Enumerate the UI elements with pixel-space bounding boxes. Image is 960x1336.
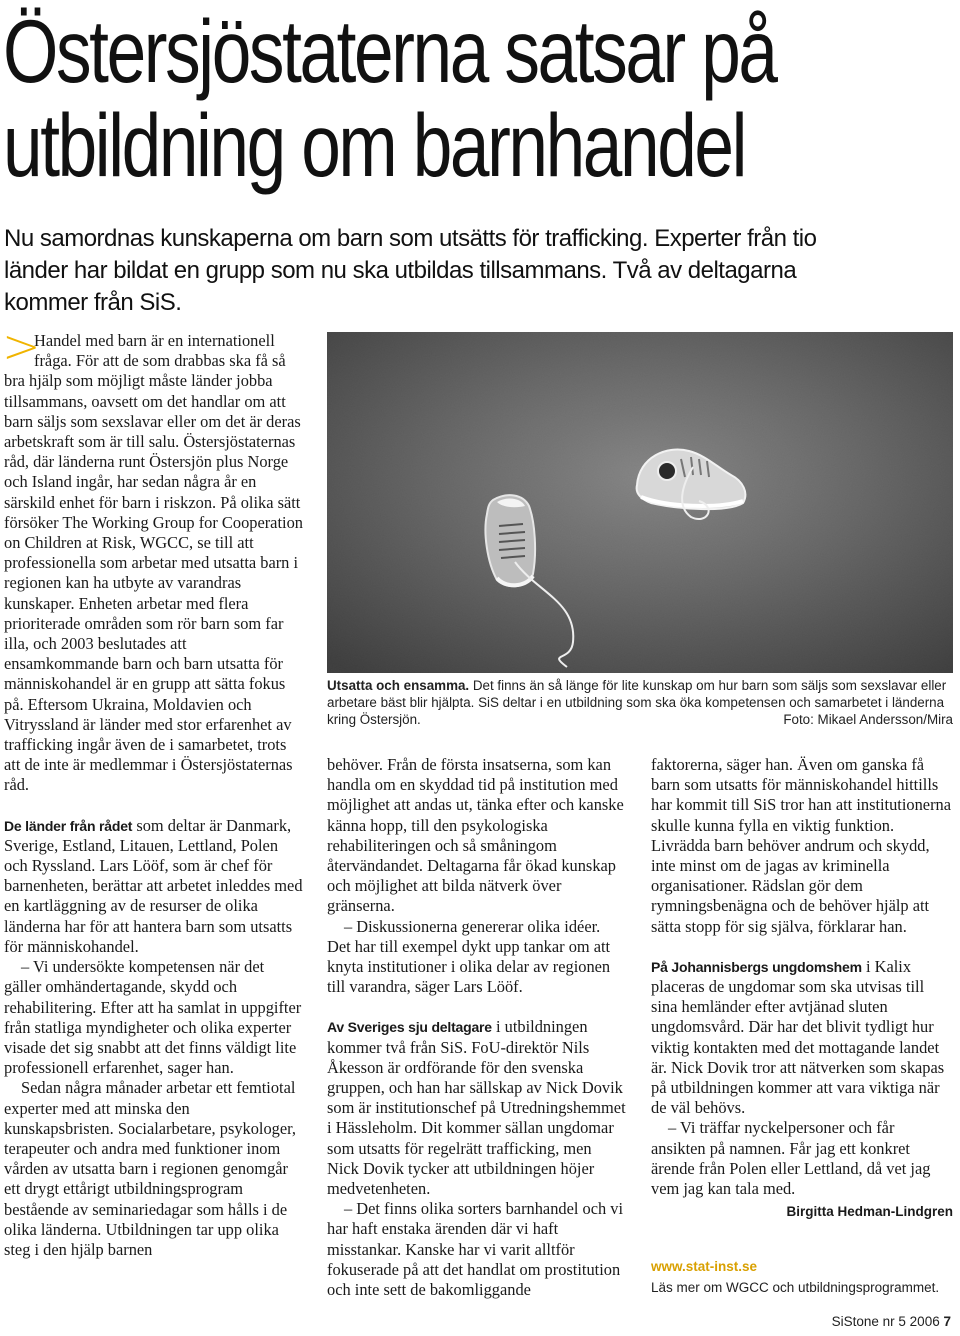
- paragraph: faktorerna, säger han. Även om ganska få barn som utsatts för människohandel hittills har kommit till SiS tror han att institutionerna skulle kunna fylla en viktig funktion. Livrädda barn behöver andrum och skydd, inte minst om de jagas av kriminella organisationer. Rädslan gör dem rymningsbenägna och de behöver hjälp att sätta stopp för sig själva, förklarar han.: [651, 755, 952, 936]
- website-description: Läs mer om WGCC och utbildningsprogrammet.: [651, 1280, 940, 1295]
- chevron-icon: >: [2, 319, 41, 373]
- intro-second-line-start: fråga.: [34, 351, 72, 371]
- paragraph: – Vi träffar nyckelpersoner och får ansikten på namnen. Får jag ett konkret ärende från Polen eller Lettland, då vet jag vem jag kan tala med.: [651, 1118, 931, 1199]
- photo-shoes: [327, 332, 953, 673]
- intro-first-line: Handel med barn är en internationell: [34, 331, 275, 350]
- subheading-deltagare: Av Sveriges sju deltagare: [327, 1019, 492, 1036]
- lead-paragraph: Nu samordnas kunskaperna om barn som utsätts för trafficking. Experter från tio länder har bildat en grupp som nu ska utbildas tillsammans. Två av deltagarna kommer från SiS.: [4, 225, 817, 316]
- subheading-lander: De länder från rådet: [4, 817, 133, 834]
- paragraph: Sedan några månader arbetar ett femtiotal experter med att minska den kunskapsbristen. Socialarbetare, psykologer, terapeuter och andra med funktioner inom vården av utsatta barn i regionen genomgår ett drygt ettårigt utbildningsprogram bestående av seminariedagar som hålls i de olika länderna. Utbildningen tar upp olika steg i den hjälp barnen: [4, 1078, 297, 1259]
- article-column-3: [651, 755, 953, 1222]
- paragraph: De länder från rådet som deltar är Danmark, Sverige, Estland, Litauen, Lettland, Polen och Ryssland. Lars Lööf, som är chef för barnenheten, berättar att arbetet inleddes med en kartläggning av de resurser de olika länderna har för att hantera barn som utsatts för människohandel.: [4, 815, 303, 956]
- paragraph: Av Sveriges sju deltagare i utbildningen kommer två från SiS. FoU-direktör Nils Åkesson är ordförande för den svenska gruppen, och han har sällskap av Nick Dovik som är institutionschef på Utredningshemmet i Hässleholm. Dit kommer sällan ungdomar som utsatts för regelrätt trafficking, men Nick Dovik tycker att utbildningen höjer medvetenheten.: [327, 1017, 626, 1199]
- paragraph: – Diskussionerna genererar olika idéer. Det har till exempel dykt upp tankar om att knyta institutioner i olika delar av regionen till varandra, säger Lars Lööf.: [327, 916, 611, 997]
- website-link[interactable]: www.stat-inst.se: [651, 1259, 758, 1274]
- paragraph: – Det finns olika sorters barnhandel och vi har haft enstaka ärenden där vi haft misstankar. Kanske har vi varit alltför fokuserade på att det handlat om prostitution och inte sett de bakomliggande: [327, 1199, 624, 1300]
- caption-title: Utsatta och ensamma.: [327, 678, 470, 693]
- caption-text: Det finns än så länge för lite kunskap om hur barn som säljs som sexslavar eller arbetare bäst blir hjälpta. SiS deltar i en utbildning som ska öka kompetensen och samarbetet i länderna kring Östersjön.: [327, 678, 947, 727]
- page-footer: [832, 1314, 951, 1329]
- photo-caption: [327, 677, 953, 728]
- paragraph: På Johannisbergs ungdomshem i Kalix placeras de ungdomar som ska utvisas till sina hemländer efter avtjänad sluten ungdomsvård. Där har det blivit tydligt hur viktig kontakten med det mottagande landet är. Nick Dovik tror att nätverken som skapas på utbildningen kommer att vara viktiga när de väl behövs.: [651, 956, 945, 1118]
- intro-paragraph: [4, 331, 303, 796]
- article-column-1: [2, 319, 303, 1260]
- magazine-issue: SiStone nr 5 2006: [831, 1314, 940, 1329]
- photo-credit: Foto: Mikael Andersson/Mira: [783, 712, 953, 727]
- headline: Östersjöstaterna satsar på utbildning om barnhandel: [3, 1, 776, 195]
- subheading-johannisberg: På Johannisbergs ungdomshem: [651, 958, 862, 975]
- paragraph: – Vi undersökte kompetensen när det gäller omhändertagande, skydd och rehabilitering. Efter att ha samlat in uppgifter från statliga myndigheter och olika experter visade det sig snabbt att det finns väldigt lite professionell erfarenhet, sager han.: [4, 957, 302, 1078]
- intro-body: För att de som drabbas ska få så bra hjälp som möjligt måste länder jobba tillsammans, oavsett om det handlar om att barn säljs som sexslavar eller om det är deras arbetskraft som är till salu. Östersjöstaternas råd, där länderna runt Östersjön plus Norge och Island ingår, har sedan några år en särskild enhet för barn i riskzon. På olika sätt försöker The Working Group for Cooperation on Children at Risk, WGCC, se till att professionella som arbetar med utsatta barn i regionen kan ha utbyte av varandras kunskaper. Enheten arbetar med flera prioriterade områden som rör barn som far illa, och 2003 beslutades att ensamkommande barn och barn utsatta för människohandel är en grupp att sätta fokus på. Eftersom Ukraina, Moldavien och Vitryssland är länder med stor erfarenhet av trafficking ingår även de i samarbetet, trots att de inte är medlemmar i Östersjöstaternas råd.: [4, 351, 303, 795]
- paragraph: behöver. Från de första insatserna, som kan handla om en skyddad tid på institution med möjlighet att andas ut, tänka efter och kanske känna hopp, till den psykologiska rehabiliteringen och så småningom återvändandet. Deltagarna får ökad kunskap och möjlighet att bilda nätverk över gränserna.: [327, 755, 624, 916]
- article-column-2: [327, 755, 627, 1300]
- author-signature: Birgitta Hedman-Lindgren: [786, 1204, 953, 1220]
- page-number: 7: [943, 1314, 951, 1329]
